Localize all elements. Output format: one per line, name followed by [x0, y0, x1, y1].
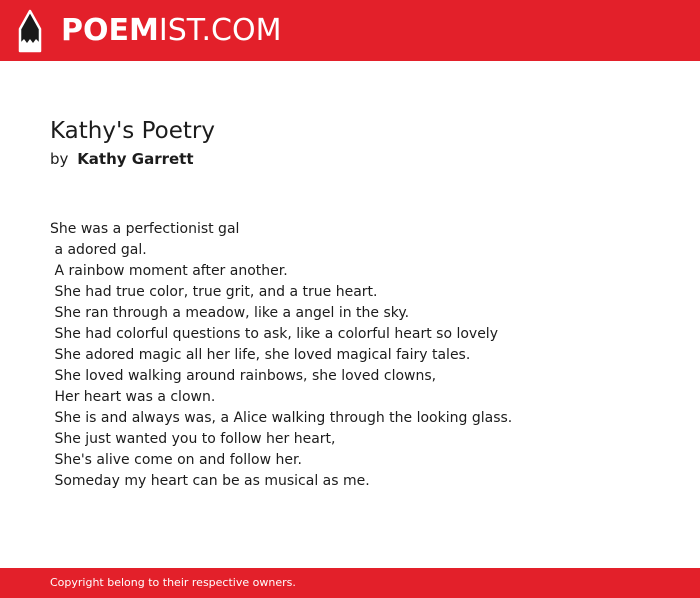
footer-copyright: Copyright belong to their respective owners.: [50, 576, 296, 589]
poem-heading-section: [50, 114, 670, 170]
poem-line: Someday my heart can be as musical as me.: [50, 473, 370, 489]
poem-line: She had colorful questions to ask, like a colorful heart so lovely: [50, 326, 498, 342]
poem-line: She ran through a meadow, like a angel in the sky.: [50, 305, 410, 321]
logo-text-light: IST.COM: [158, 13, 282, 48]
site-logo-text: [61, 8, 281, 54]
poem-line: She's alive come on and follow her.: [50, 452, 302, 468]
site-logo-link[interactable]: [16, 8, 281, 54]
poem-line: She just wanted you to follow her heart,: [50, 431, 336, 447]
logo-text-strong: POEM: [61, 13, 159, 48]
poem-line: She had true color, true grit, and a true heart.: [50, 284, 378, 300]
site-footer: [0, 568, 700, 598]
poem-author: Kathy Garrett: [77, 150, 194, 168]
poem-title: Kathy's Poetry: [50, 118, 215, 144]
pen-nib-icon: [16, 9, 44, 53]
poem-line: She adored magic all her life, she loved magical fairy tales.: [50, 347, 471, 363]
poem-byline: [50, 148, 670, 170]
poem-line: She is and always was, a Alice walking through the looking glass.: [50, 410, 513, 426]
poem-line: She loved walking around rainbows, she loved clowns,: [50, 368, 437, 384]
site-header: [0, 0, 700, 61]
poem-body: [50, 219, 670, 492]
poem-line: She was a perfectionist gal: [50, 221, 240, 237]
poem-line: A rainbow moment after another.: [50, 263, 288, 279]
poem-line: Her heart was a clown.: [50, 389, 216, 405]
byline-label: by: [50, 150, 69, 168]
poem-line: a adored gal.: [50, 242, 147, 258]
